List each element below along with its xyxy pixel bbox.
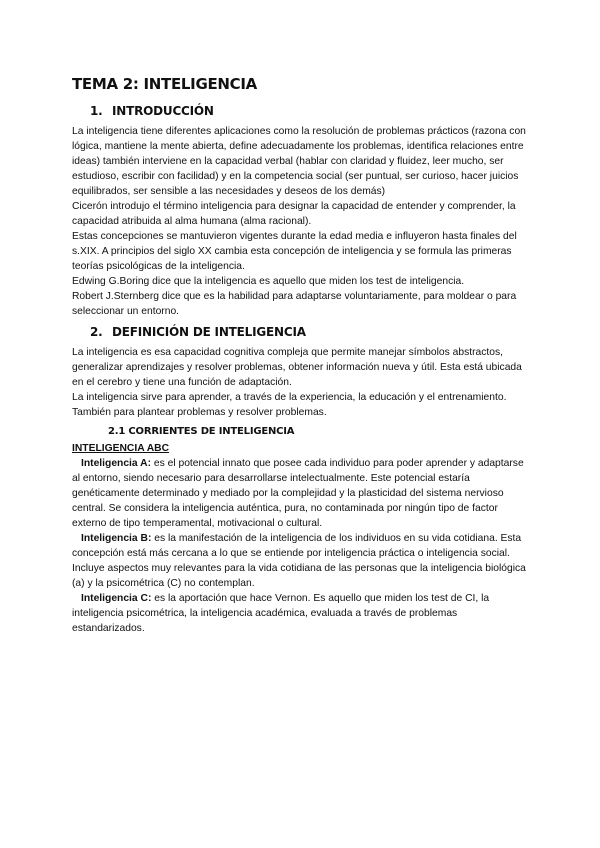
document-title: TEMA 2: INTELIGENCIA: [72, 75, 257, 93]
item-text: es el potencial innato que posee cada individuo para poder aprender y adaptarse al entorno, siendo necesario para desarrollarse intelectualmente. Este potencial estaría genéticamente determinado y mediado por la complejidad y la plasticidad del sistema nervioso central. Se considera la inteligencia auténtica, pura, no contaminada por ningún tipo de factor externo de tipo temperamental, motivacional o cultural.: [72, 458, 524, 529]
paragraph: La inteligencia sirve para aprender, a través de la experiencia, la educación y el entrenamiento. También para plantear problemas y resolver problemas.: [72, 392, 507, 418]
section-number: 2.: [90, 325, 103, 339]
paragraph: Robert J.Sternberg dice que es la habilidad para adaptarse voluntariamente, para moldear o para seleccionar un entorno.: [72, 291, 517, 317]
item-term: Inteligencia A:: [81, 458, 151, 469]
section-heading-definicion: [90, 323, 532, 341]
section-title: INTRODUCCIÓN: [112, 104, 214, 118]
abc-heading: INTELIGENCIA ABC: [72, 443, 170, 454]
list-item: [72, 456, 532, 531]
item-term: Inteligencia C:: [81, 593, 152, 604]
subsection-heading-corrientes: 2.1 CORRIENTES DE INTELIGENCIA: [108, 426, 295, 437]
section-number: 1.: [90, 104, 103, 118]
list-item: [72, 531, 532, 591]
item-text: es la aportación que hace Vernon. Es aquello que miden los test de CI, la inteligencia psicométrica, la inteligencia académica, evaluada a través de problemas estandarizados.: [72, 593, 490, 634]
item-term: Inteligencia B:: [81, 533, 152, 544]
section-heading-introduccion: [90, 102, 532, 120]
section-body-introduccion: [72, 124, 532, 319]
list-item: [72, 591, 532, 636]
paragraph: La inteligencia tiene diferentes aplicaciones como la resolución de problemas prácticos (razona con lógica, mantiene la mente abierta, define adecuadamente los problemas, identifica relaciones entre ideas) también interviene en la capacidad verbal (hablar con claridad y fluidez, leer mucho, ser estudioso, escribir con facilidad) y en la competencia social (ser puntual, ser curioso, hacer juicios equilibrados, ser sensible a las necesidades y deseos de los demás): [72, 126, 526, 197]
paragraph: La inteligencia es esa capacidad cognitiva compleja que permite manejar símbolos abstractos, generalizar aprendizajes y resolver problemas, obtener información nueva y útil. Esta está ubicada en el cerebro y tiene una función de adaptación.: [72, 347, 522, 388]
paragraph: Cicerón introdujo el término inteligencia para designar la capacidad de entender y comprender, la capacidad atribuida al alma humana (alma racional).: [72, 201, 516, 227]
section-title: DEFINICIÓN DE INTELIGENCIA: [112, 325, 306, 339]
paragraph: Estas concepciones se mantuvieron vigentes durante la edad media e influyeron hasta finales del s.XIX. A principios del siglo XX cambia esta concepción de inteligencia y se formula las primeras teorías psicológicas de la inteligencia.: [72, 231, 517, 272]
item-text: es la manifestación de la inteligencia de los individuos en su vida cotidiana. Esta concepción está más cercana a lo que se entiende por inteligencia práctica o inteligencia social. Incluye aspectos muy relevantes para la vida cotidiana de las personas que la inteligencia biológica (a) y la psicométrica (C) no contemplan.: [72, 533, 526, 589]
paragraph: Edwing G.Boring dice que la inteligencia es aquello que miden los test de inteligencia.: [72, 276, 465, 287]
section-body-definicion: [72, 345, 532, 420]
